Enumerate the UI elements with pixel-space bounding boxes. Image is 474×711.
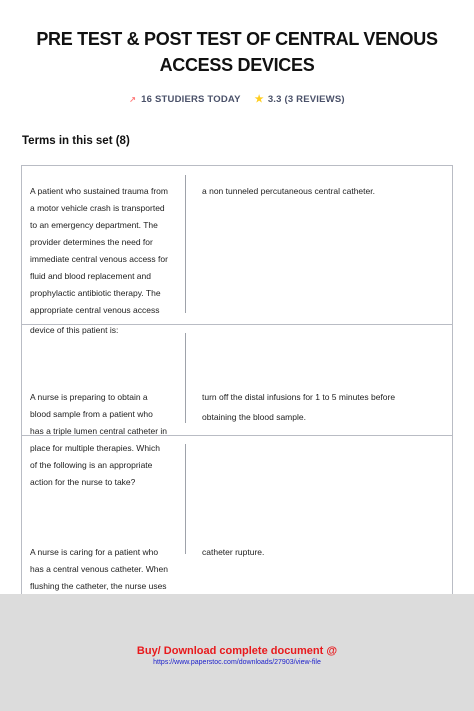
column-divider	[185, 175, 186, 313]
study-stats	[0, 94, 474, 105]
column-divider	[185, 333, 186, 423]
term-text: A nurse is preparing to obtain a blood sample from a patient who has a triple lumen central catheter in place for multiple therapies. Which of the following is an appropriate action for the nurse to take?	[30, 392, 168, 487]
definition-text: turn off the distal infusions for 1 to 5 minutes before obtaining the blood sample.	[202, 392, 396, 422]
download-link[interactable]: https://www.paperstoc.com/downloads/27903/view-file	[153, 659, 321, 666]
title-line-2: ACCESS DEVICES	[159, 55, 315, 75]
definition-text: a non tunneled percutaneous central catheter.	[202, 186, 375, 196]
buy-download-label[interactable]: Buy/ Download complete document @	[136, 645, 338, 657]
terms-heading: Terms in this set (8)	[22, 135, 130, 147]
studiers-count: 16 STUDIERS TODAY	[141, 94, 241, 105]
term-text: A nurse is caring for a patient who has a central venous catheter. When flushing the catheter, the nurse uses	[30, 547, 168, 591]
term-text: A patient who sustained trauma from a motor vehicle crash is transported to an emergency department. The provider determines the need for immediate central venous access for fluid and blood replacement and prophylactic antibiotic therapy. The appropriate central venous access device of this patient is:	[30, 186, 168, 335]
rating-text[interactable]: 3.3 (3 REVIEWS)	[267, 94, 345, 105]
definition-text: catheter rupture.	[202, 547, 265, 557]
trending-chart-icon: ↗	[129, 95, 137, 104]
document-title	[0, 26, 474, 78]
star-icon: ★	[254, 94, 264, 105]
title-line-1: PRE TEST & POST TEST OF CENTRAL VENOUS	[36, 29, 438, 49]
column-divider	[185, 444, 186, 554]
